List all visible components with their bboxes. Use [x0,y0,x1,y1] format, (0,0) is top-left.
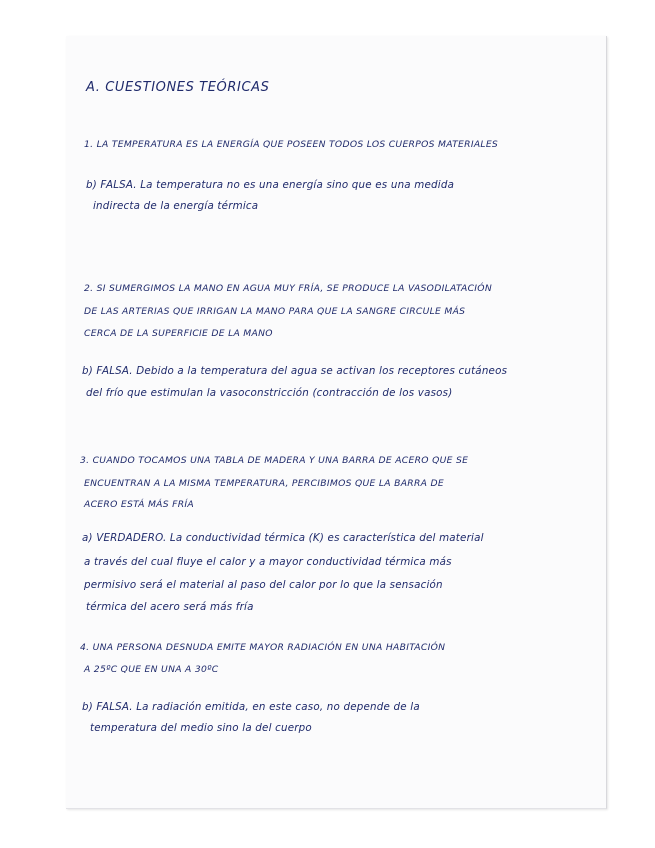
question-2-answer-line-2: del frío que estimulan la vasoconstricción (contracción de los vasos) [86,387,453,399]
question-3-answer-line-4: térmica del acero será más fría [86,601,254,613]
question-2-statement-line-2: DE LAS ARTERIAS QUE IRRIGAN LA MANO PARA QUE LA SANGRE CIRCULE MÁS [84,306,466,317]
question-4-answer-line-1: b) FALSA. La radiación emitida, en este caso, no depende de la [82,701,420,713]
question-4-statement-line-2: A 25ºC QUE EN UNA A 30ºC [84,664,219,675]
notebook-page [66,36,607,809]
question-2-statement-line-3: CERCA DE LA SUPERFICIE DE LA MANO [84,328,273,339]
question-3-statement-line-3: ACERO ESTÁ MÁS FRÍA [84,499,194,510]
question-4-answer-line-2: temperatura del medio sino la del cuerpo [90,722,312,734]
question-4-statement-line-1: 4. UNA PERSONA DESNUDA EMITE MAYOR RADIACIÓN EN UNA HABITACIÓN [80,642,446,653]
question-1-answer-line-2: indirecta de la energía térmica [93,200,259,212]
question-3-answer-line-1: a) VERDADERO. La conductividad térmica (K) es característica del material [82,532,484,544]
question-1-answer-line-1: b) FALSA. La temperatura no es una energía sino que es una medida [86,179,455,191]
section-title: A. CUESTIONES TEÓRICAS [86,80,270,95]
question-2-answer-line-1: b) FALSA. Debido a la temperatura del agua se activan los receptores cutáneos [82,365,508,377]
question-3-answer-line-3: permisivo será el material al paso del calor por lo que la sensación [84,579,443,591]
question-1-statement-line-1: 1. LA TEMPERATURA ES LA ENERGÍA QUE POSEEN TODOS LOS CUERPOS MATERIALES [84,139,499,150]
question-3-statement-line-1: 3. CUANDO TOCAMOS UNA TABLA DE MADERA Y UNA BARRA DE ACERO QUE SE [80,455,469,466]
question-2-statement-line-1: 2. SI SUMERGIMOS LA MANO EN AGUA MUY FRÍA, SE PRODUCE LA VASODILATACIÓN [84,283,492,294]
question-3-statement-line-2: ENCUENTRAN A LA MISMA TEMPERATURA, PERCIBIMOS QUE LA BARRA DE [84,478,444,489]
question-3-answer-line-2: a través del cual fluye el calor y a mayor conductividad térmica más [84,556,452,568]
